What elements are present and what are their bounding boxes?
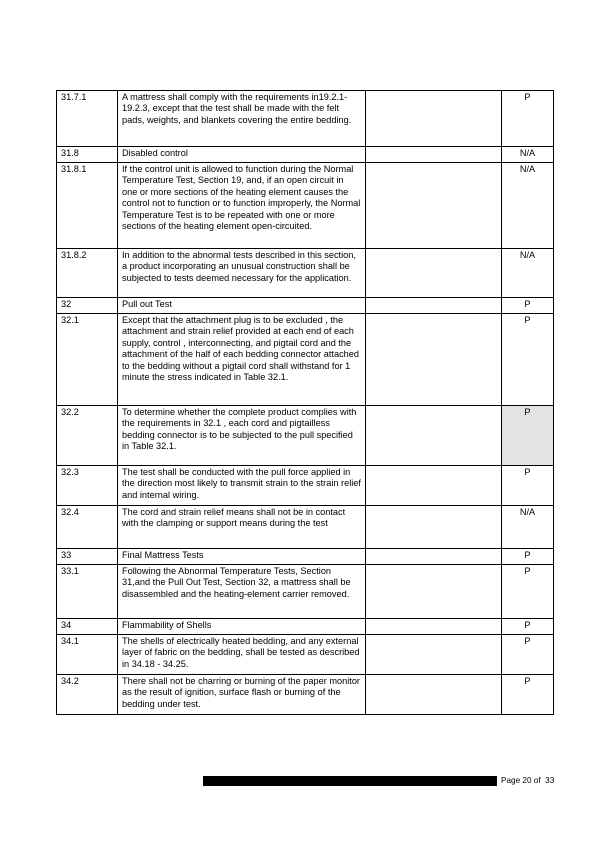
requirement-cell: In addition to the abnormal tests described in this section, a product incorporating an unusual construction shall be subjected to tests deemed necessary for the application. (118, 249, 366, 298)
table-row (57, 506, 554, 549)
verdict-cell: P (502, 466, 554, 506)
requirement-cell: The test shall be conducted with the pull force applied in the direction most likely to transmit strain to the strain relief and internal wiring. (118, 466, 366, 506)
requirement-cell: The cord and strain relief means shall not be in contact with the clamping or support means during the test (118, 506, 366, 549)
clause-cell: 31.8 (57, 147, 118, 163)
verdict-cell: P (502, 675, 554, 715)
requirement-cell: To determine whether the complete product complies with the requirements in 32.1 , each cord and pigtailless bedding connector is to be subjected to the pull specified in Table 32.1. (118, 406, 366, 466)
table-row (57, 147, 554, 163)
remark-cell (366, 91, 502, 147)
table-row (57, 635, 554, 675)
remark-cell (366, 565, 502, 619)
requirement-cell: Flammability of Shells (118, 619, 366, 635)
page-number: Page 20 of 33 (501, 776, 555, 785)
remark-cell (366, 163, 502, 249)
verdict-cell: N/A (502, 249, 554, 298)
remark-cell (366, 549, 502, 565)
verdict-cell: P (502, 91, 554, 147)
requirement-cell: Disabled control (118, 147, 366, 163)
table-row (57, 466, 554, 506)
remark-cell (366, 619, 502, 635)
table-row (57, 249, 554, 298)
table-row (57, 549, 554, 565)
remark-cell (366, 298, 502, 314)
clause-cell: 34.2 (57, 675, 118, 715)
requirement-cell: Following the Abnormal Temperature Tests, Section 31,and the Pull Out Test, Section 32, a mattress shall be disassembled and the heating-element carrier removed. (118, 565, 366, 619)
footer-bar (203, 776, 497, 786)
remark-cell (366, 635, 502, 675)
requirement-cell: Except that the attachment plug is to be excluded , the attachment and strain relief provided at each end of each supply, control , interconnecting, and pigtail cord and the attachment of the half of each bedding connector attached to the bedding without a pigtail cord shall withstand for 1 minute the stress indicated in Table 32.1. (118, 314, 366, 406)
remark-cell (366, 314, 502, 406)
verdict-cell: P (502, 298, 554, 314)
verdict-cell: N/A (502, 163, 554, 249)
table-row (57, 163, 554, 249)
clause-cell: 32.2 (57, 406, 118, 466)
test-report-table (56, 90, 554, 715)
verdict-cell: N/A (502, 506, 554, 549)
table-row (57, 298, 554, 314)
requirement-cell: Final Mattress Tests (118, 549, 366, 565)
remark-cell (366, 406, 502, 466)
clause-cell: 34 (57, 619, 118, 635)
clause-cell: 32.4 (57, 506, 118, 549)
remark-cell (366, 466, 502, 506)
table-row (57, 565, 554, 619)
requirement-cell: Pull out Test (118, 298, 366, 314)
clause-cell: 33.1 (57, 565, 118, 619)
requirement-cell: There shall not be charring or burning of the paper monitor as the result of ignition, surface flash or burning of the bedding under test. (118, 675, 366, 715)
clause-cell: 31.7.1 (57, 91, 118, 147)
verdict-cell: P (502, 565, 554, 619)
verdict-cell: P (502, 635, 554, 675)
clause-cell: 33 (57, 549, 118, 565)
clause-cell: 31.8.1 (57, 163, 118, 249)
verdict-cell: P (502, 314, 554, 406)
table-row (57, 91, 554, 147)
clause-cell: 32 (57, 298, 118, 314)
remark-cell (366, 506, 502, 549)
verdict-cell: N/A (502, 147, 554, 163)
verdict-cell: P (502, 619, 554, 635)
verdict-cell: P (502, 549, 554, 565)
requirement-cell: The shells of electrically heated bedding, and any external layer of fabric on the bedding, shall be tested as described in 34.18 - 34.25. (118, 635, 366, 675)
table-row (57, 675, 554, 715)
remark-cell (366, 249, 502, 298)
clause-cell: 32.3 (57, 466, 118, 506)
table-row (57, 406, 554, 466)
table-row (57, 619, 554, 635)
verdict-cell: P (502, 406, 554, 466)
requirement-cell: If the control unit is allowed to function during the Normal Temperature Test, Section 19, and, if an open circuit in one or more sections of the heating element causes the control not to function or to function improperly, the Normal Temperature Test is to be repeated with one or more sections of the heating element open-circuited. (118, 163, 366, 249)
remark-cell (366, 147, 502, 163)
remark-cell (366, 675, 502, 715)
table-row (57, 314, 554, 406)
clause-cell: 31.8.2 (57, 249, 118, 298)
clause-cell: 34.1 (57, 635, 118, 675)
clause-cell: 32.1 (57, 314, 118, 406)
requirement-cell: A mattress shall comply with the requirements in19.2.1- 19.2.3, except that the test shall be made with the felt pads, weights, and blankets covering the entire bedding. (118, 91, 366, 147)
